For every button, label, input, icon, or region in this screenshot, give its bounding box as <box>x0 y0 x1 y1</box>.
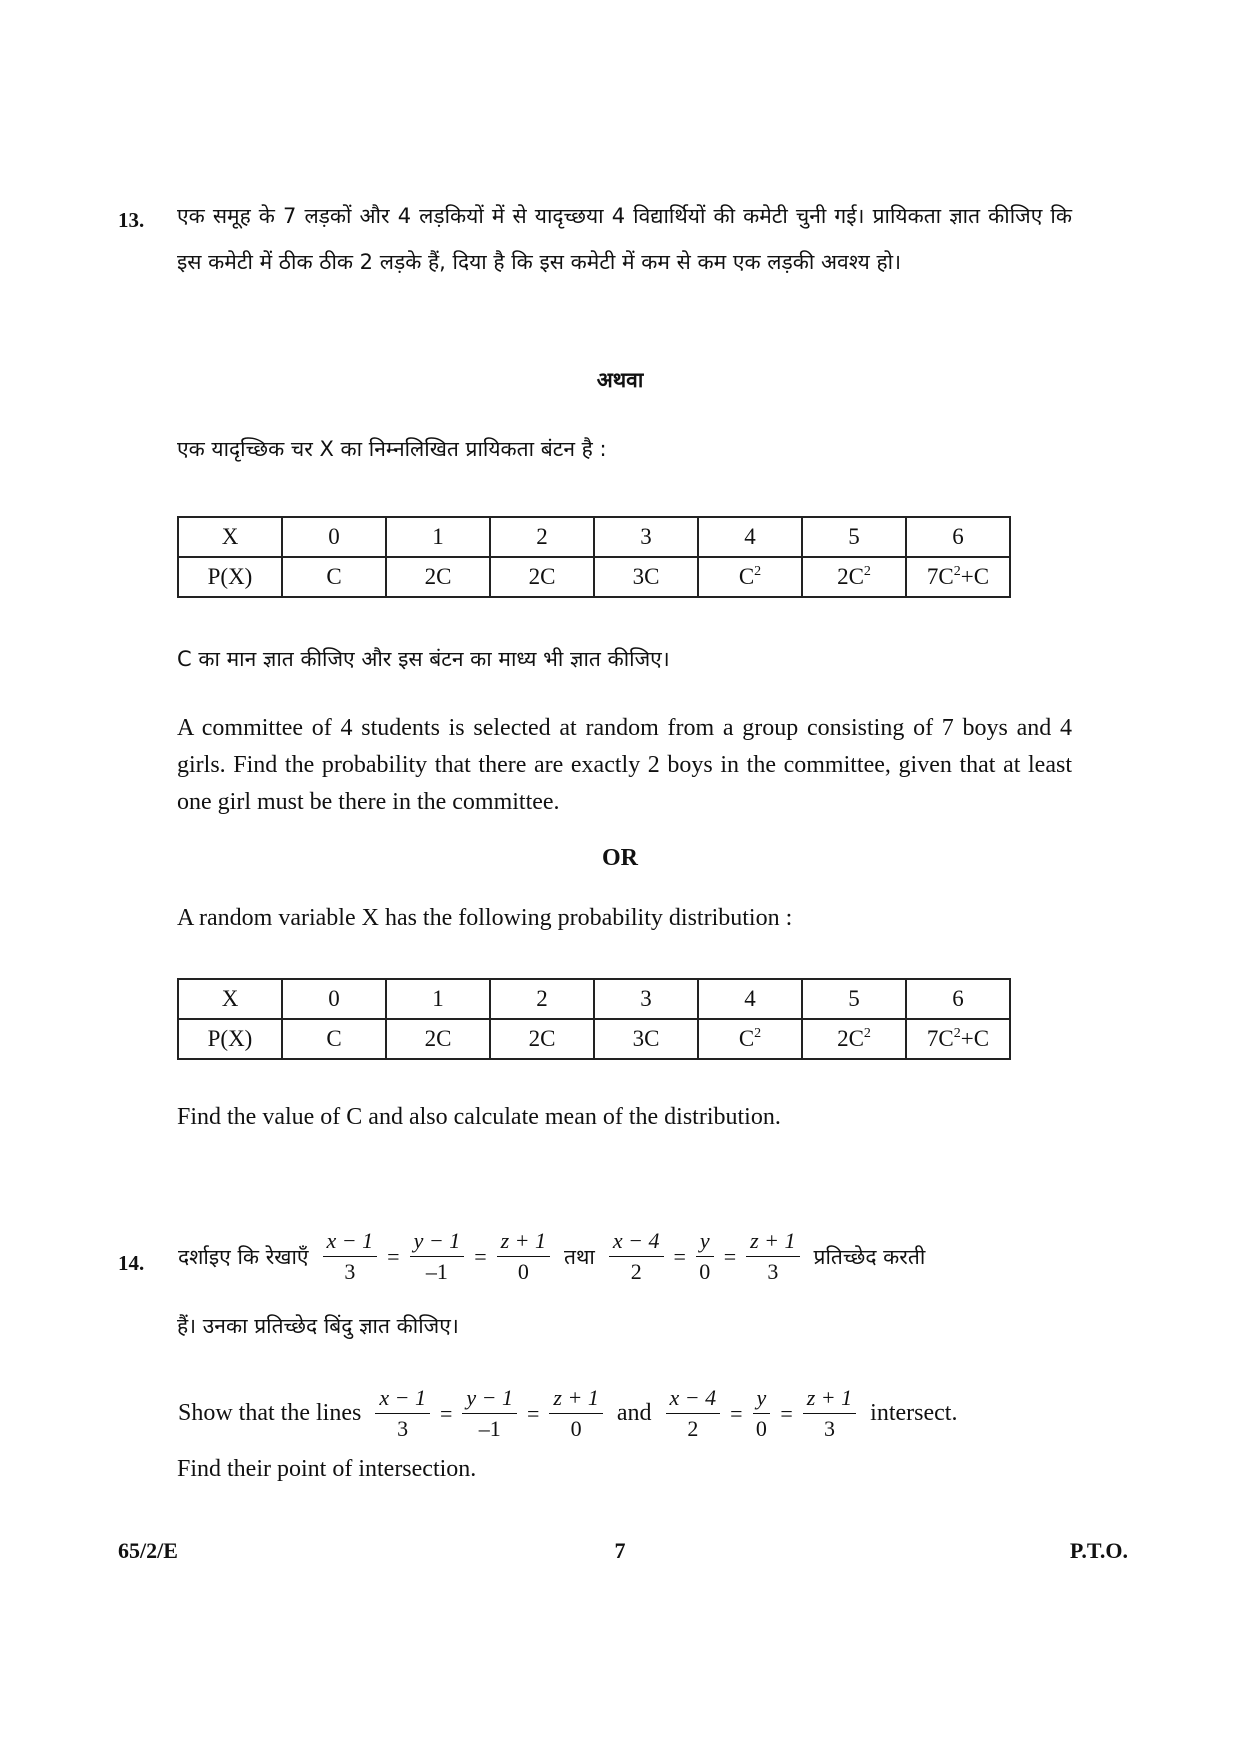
table-row-px <box>178 1019 1010 1059</box>
table-cell: 0 <box>282 517 386 557</box>
table-cell: $2C^2$ <box>802 1019 906 1059</box>
table-cell: $7C^2+C$ <box>906 557 1010 597</box>
table-cell: $2C^2$ <box>802 557 906 597</box>
table-cell: 6 <box>906 517 1010 557</box>
table-row-x <box>178 517 1010 557</box>
table-cell: 2C <box>490 557 594 597</box>
table-cell: 1 <box>386 979 490 1019</box>
table-cell: 3 <box>594 979 698 1019</box>
fraction: $\frac{x - 1}{3}$ <box>323 1228 378 1285</box>
table-cell: 6 <box>906 979 1010 1019</box>
question-13-hindi-text: एक समूह के 7 लड़कों और 4 लड़कियों में से यादृच्छया 4 विद्यार्थियों की कमेटी चुनी गई। प्रायिकता ज्ञात कीजिए कि इस कमेटी में ठीक ठीक 2 लड़के हैं, दिया है कि इस कमेटी में कम से कम एक लड़की अवश्य हो। <box>177 204 1072 274</box>
fraction: $\frac{z + 1}{0}$ <box>549 1385 602 1442</box>
hindi-distribution-table <box>177 516 1011 598</box>
hindi-or-divider: अथवा <box>596 368 644 392</box>
question-13-number: 13. <box>118 208 145 232</box>
english-tail-text: intersect. <box>870 1400 958 1426</box>
english-distribution-table <box>177 978 1011 1060</box>
fraction: $\frac{y - 1}{-1}$ <box>410 1228 465 1285</box>
table-cell: 2 <box>490 517 594 557</box>
table-cell: 4 <box>698 517 802 557</box>
hindi-tail-text: प्रतिच्छेद करती <box>813 1244 926 1269</box>
fraction: $\frac{y}{0}$ <box>696 1228 714 1285</box>
table-cell: 2C <box>490 1019 594 1059</box>
fraction: $\frac{y}{0}$ <box>753 1385 771 1442</box>
english-or-divider: OR <box>602 845 638 871</box>
english-lead-text: Show that the lines <box>178 1400 362 1426</box>
table-cell: 3C <box>594 557 698 597</box>
question-13-english-text: A committee of 4 students is selected at random from a group consisting of 7 boys and 4 girls. Find the probability that there are exactly 2 boys in the committee, given that at least one girl must be there in the committee. <box>177 715 1072 815</box>
question-14-hindi-equation-line: दर्शाइए कि रेखाएँ $\frac{x - 1}{3}$ = $\frac{y - 1}{-1}$ = $\frac{z + 1}{0}$ तथा $\frac{x - 4}{2}$ = $\frac{y}{0}$ = $\frac{z + 1}{3}$ प्रतिच्छेद करती <box>178 1228 926 1284</box>
table-cell: 3C <box>594 1019 698 1059</box>
hindi-lead-text: दर्शाइए कि रेखाएँ <box>178 1244 309 1269</box>
table-cell: 2C <box>386 1019 490 1059</box>
question-14-hindi-line2: हैं। उनका प्रतिच्छेद बिंदु ज्ञात कीजिए। <box>177 1314 459 1338</box>
question-14-number: 14. <box>118 1251 145 1275</box>
paper-code: 65/2/E <box>118 1538 178 1563</box>
hindi-and-text: तथा <box>564 1244 595 1269</box>
english-distribution-intro: A random variable X has the following probability distribution : <box>177 905 793 931</box>
table-row-px <box>178 557 1010 597</box>
table-cell: $C^2$ <box>698 1019 802 1059</box>
question-14-english-equation-line: Show that the lines $\frac{x - 1}{3}$ = $\frac{y - 1}{-1}$ = $\frac{z + 1}{0}$ and $\frac{x - 4}{2}$ = $\frac{y}{0}$ = $\frac{z + 1}{3}$ intersect. <box>178 1385 958 1441</box>
fraction: $\frac{x - 4}{2}$ <box>666 1385 721 1442</box>
table-cell: 4 <box>698 979 802 1019</box>
table-cell: 2C <box>386 557 490 597</box>
table-header-px: P(X) <box>178 557 282 597</box>
table-cell: C <box>282 557 386 597</box>
table-cell: 3 <box>594 517 698 557</box>
fraction: $\frac{x - 4}{2}$ <box>609 1228 664 1285</box>
hindi-distribution-task: C का मान ज्ञात कीजिए और इस बंटन का माध्य भी ज्ञात कीजिए। <box>177 647 670 671</box>
english-and-text: and <box>616 1400 652 1426</box>
fraction: $\frac{z + 1}{3}$ <box>746 1228 799 1285</box>
table-cell: 0 <box>282 979 386 1019</box>
question-14-english-line2: Find their point of intersection. <box>177 1456 477 1482</box>
table-cell: 1 <box>386 517 490 557</box>
hindi-distribution-intro: एक यादृच्छिक चर X का निम्नलिखित प्रायिकता बंटन है : <box>177 437 607 461</box>
table-cell: 5 <box>802 979 906 1019</box>
fraction: $\frac{z + 1}{0}$ <box>497 1228 550 1285</box>
fraction: $\frac{z + 1}{3}$ <box>803 1385 856 1442</box>
table-header-x: X <box>178 979 282 1019</box>
fraction: $\frac{y - 1}{-1}$ <box>462 1385 517 1442</box>
table-row-x <box>178 979 1010 1019</box>
table-header-x: X <box>178 517 282 557</box>
table-cell: 5 <box>802 517 906 557</box>
table-header-px: P(X) <box>178 1019 282 1059</box>
table-cell: 2 <box>490 979 594 1019</box>
table-cell: $7C^2+C$ <box>906 1019 1010 1059</box>
english-distribution-task: Find the value of C and also calculate mean of the distribution. <box>177 1104 781 1130</box>
table-cell: C <box>282 1019 386 1059</box>
please-turn-over: P.T.O. <box>1069 1538 1128 1563</box>
table-cell: $C^2$ <box>698 557 802 597</box>
fraction: $\frac{x - 1}{3}$ <box>375 1385 430 1442</box>
page-number: 7 <box>614 1538 626 1563</box>
